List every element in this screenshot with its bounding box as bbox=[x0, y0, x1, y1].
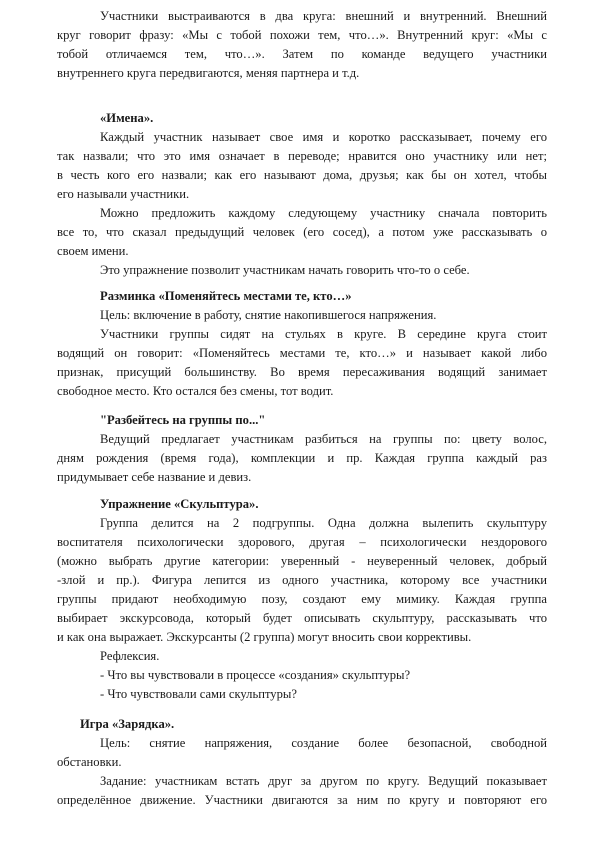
paragraph-line: Каждый участник называет свое имя и коротко рассказывает, почему его bbox=[100, 130, 547, 144]
paragraph-line: тобой отличаемся тем, что…». Затем по команде ведущего участники bbox=[57, 47, 547, 61]
paragraph-line: и как она выражает. Экскурсанты (2 группа) могут вносить свои коррективы. bbox=[57, 630, 472, 644]
paragraph-line: воспитателя психологически здорового, другая – психологически нездорового bbox=[57, 535, 547, 549]
section-heading-groups: "Разбейтесь на группы по..." bbox=[100, 413, 266, 427]
section-heading-warmup: Разминка «Поменяйтесь местами те, кто…» bbox=[100, 289, 352, 303]
section-heading-names: «Имена». bbox=[100, 111, 154, 125]
paragraph-line: Участники группы сидят на стульях в круге. В середине круга стоит bbox=[100, 327, 547, 341]
section-heading-sculpture: Упражнение «Скульптура». bbox=[100, 497, 259, 511]
paragraph-line: обстановки. bbox=[57, 755, 122, 769]
paragraph-line: своем имени. bbox=[57, 244, 129, 258]
paragraph-line: свободное место. Кто остался без смены, тот водит. bbox=[57, 384, 334, 398]
section-heading-exercise: Игра «Зарядка». bbox=[80, 717, 175, 731]
paragraph-line: (можно выбрать другие категории: уверенный - неуверенный человек, добрый bbox=[57, 554, 547, 568]
paragraph-line: внутреннего круга передвигаются, меняя партнера и т.д. bbox=[57, 66, 360, 80]
paragraph-line: выбирает экскурсовода, который будет описывать скульптуру, рассказывать что bbox=[57, 611, 547, 625]
paragraph-line: придумывает себе название и девиз. bbox=[57, 470, 252, 484]
list-item: - Что чувствовали сами скульптуры? bbox=[100, 687, 297, 701]
paragraph-line: определённое движение. Участники двигаются за ним по кругу и повторяют его bbox=[57, 793, 547, 807]
paragraph-line: Цель: включение в работу, снятие накопившегося напряжения. bbox=[100, 308, 437, 322]
paragraph-line: Это упражнение позволит участникам начать говорить что-то о себе. bbox=[100, 263, 470, 277]
paragraph-line: Участники выстраиваются в два круга: внешний и внутренний. Внешний bbox=[100, 9, 547, 23]
paragraph-line: Можно предложить каждому следующему участнику сначала повторить bbox=[100, 206, 547, 220]
paragraph-line: круг говорит фразу: «Мы с тобой похожи тем, что…». Внутренний круг: «Мы с bbox=[57, 28, 547, 42]
paragraph-line: -злой и пр.). Фигура лепится из одного участника, которому все участники bbox=[57, 573, 547, 587]
paragraph-line: группы придают необходимую позу, создают ему мимику. Каждая группа bbox=[57, 592, 547, 606]
paragraph-line: дням рождения (время года), комплекции и пр. Каждая группа каждый раз bbox=[57, 451, 547, 465]
paragraph-line: признак, присущий большинству. Во время пересаживания водящий занимает bbox=[57, 365, 547, 379]
paragraph-line: Ведущий предлагает участникам разбиться на группы по: цвету волос, bbox=[100, 432, 547, 446]
paragraph-line: его называли участники. bbox=[57, 187, 190, 201]
paragraph-line: Рефлексия. bbox=[100, 649, 160, 663]
paragraph-line: водящий он говорит: «Поменяйтесь местами те, кто…» и называет какой либо bbox=[57, 346, 547, 360]
paragraph-line: так назвали; что это имя означает в переводе; нравится оно участнику или нет; bbox=[57, 149, 547, 163]
paragraph-line: Задание: участникам встать друг за другом по кругу. Ведущий показывает bbox=[100, 774, 547, 788]
paragraph-line: Группа делится на 2 подгруппы. Одна должна вылепить скульптуру bbox=[100, 516, 547, 530]
paragraph-line: Цель: снятие напряжения, создание более безопасной, свободной bbox=[100, 736, 547, 750]
paragraph-line: в честь кого его назвали; как его называют дома, друзья; как бы он хотел, чтобы bbox=[57, 168, 547, 182]
paragraph-line: все то, что сказал предыдущий человек (его сосед), а потом уже рассказывать о bbox=[57, 225, 547, 239]
list-item: - Что вы чувствовали в процессе «создания» скульптуры? bbox=[100, 668, 411, 682]
